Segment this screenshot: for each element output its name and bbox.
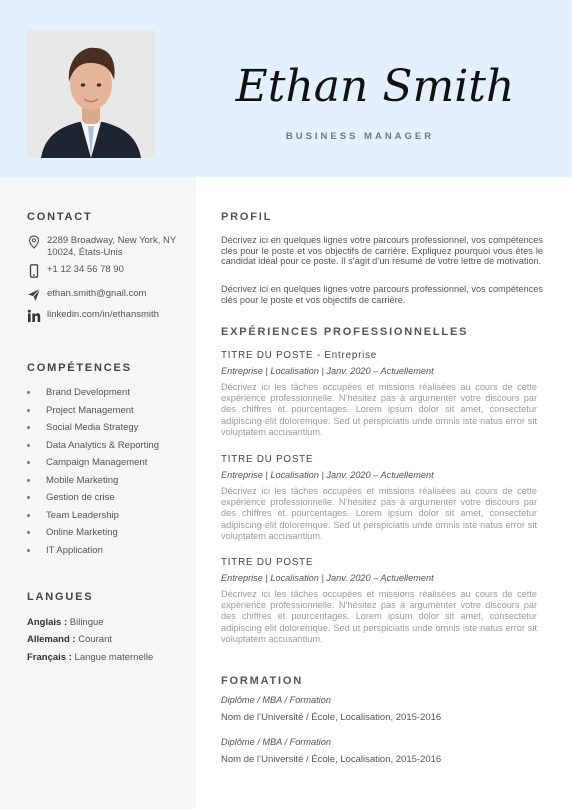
education-school: Nom de l’Université / École, Localisation, 2015-2016	[221, 712, 442, 723]
job-title: BUSINESS MANAGER	[285, 131, 435, 142]
list-item: Team Leadership	[27, 507, 159, 525]
experience-job-title: TITRE DU POSTE	[221, 454, 314, 465]
list-item: Campaign Management	[27, 454, 159, 472]
education-title: FORMATION	[221, 675, 303, 687]
experience-description: Décrivez ici les tâches occupées et missions réalisées au cours de cette expérience professionnelle. N’hésitez pas à argumenter votre discours par des chiffres et pourcentages. Lorem ipsum dolor sit amet, consectetur adipiscing elit doloremque. Sed ut perspiciatis unde omnis iste natus error sit voluptatem accusantium.	[221, 382, 537, 437]
profile-paragraph-1: Décrivez ici en quelques lignes votre parcours professionnel, vos compétences clés pour le poste et vos objectifs de carrière. Expliquez pourquoi vous êtes le candidat idéal pour ce poste. Il s’agit d’un résumé de votre lettre de motivation.	[221, 235, 543, 267]
contact-email[interactable]	[27, 288, 146, 302]
list-item: Social Media Strategy	[27, 419, 159, 437]
education-degree: Diplôme / MBA / Formation	[221, 695, 331, 705]
contact-title: CONTACT	[27, 211, 93, 223]
skills-list	[27, 384, 159, 559]
profile-photo	[27, 30, 155, 158]
list-item: Mobile Marketing	[27, 472, 159, 490]
education-degree: Diplôme / MBA / Formation	[221, 737, 331, 747]
list-item: Gestion de crise	[27, 489, 159, 507]
list-item: Project Management	[27, 402, 159, 420]
experience-job-title: TITRE DU POSTE	[221, 557, 314, 568]
candidate-name	[235, 46, 515, 126]
experience-title: EXPÉRIENCES PROFESSIONNELLES	[221, 326, 469, 338]
list-item: IT Application	[27, 542, 159, 560]
header-banner	[0, 0, 572, 177]
contact-address	[27, 235, 176, 258]
experience-description: Décrivez ici les tâches occupées et missions réalisées au cours de cette expérience professionnelle. N’hésitez pas à argumenter votre discours par des chiffres et pourcentages. Lorem ipsum dolor sit amet, consectetur adipiscing elit doloremque. Sed ut perspiciatis unde omnis iste natus error sit voluptatem accusantium.	[221, 486, 537, 541]
experience-description: Décrivez ici les tâches occupées et missions réalisées au cours de cette expérience professionnelle. N’hésitez pas à argumenter votre discours par des chiffres et pourcentages. Lorem ipsum dolor sit amet, consectetur adipiscing elit doloremque. Sed ut perspiciatis unde omnis iste natus error sit voluptatem accusantium.	[221, 589, 537, 644]
list-item: Data Analytics & Reporting	[27, 437, 159, 455]
address-line-2: 10024, États-Unis	[47, 246, 123, 258]
profile-paragraph-2: Décrivez ici en quelques lignes votre parcours professionnel, vos compétences clés pour le poste et vos objectifs de carrière.	[221, 284, 543, 305]
phone-icon	[27, 264, 41, 278]
experience-meta: Entreprise | Localisation | Janv. 2020 – Actuellement	[221, 366, 434, 376]
send-icon	[27, 288, 41, 302]
contact-linkedin[interactable]	[27, 309, 159, 323]
language-row: Français : Langue maternelle	[27, 652, 154, 663]
phone-text: +1 12 34 56 78 90	[47, 264, 124, 275]
education-school: Nom de l’Université / École, Localisation, 2015-2016	[221, 754, 442, 765]
contact-phone	[27, 264, 124, 278]
email-text[interactable]: ethan.smith@gnail.com	[47, 288, 147, 299]
experience-meta: Entreprise | Localisation | Janv. 2020 – Actuellement	[221, 573, 434, 583]
person-portrait-icon	[27, 30, 155, 158]
address-line-1: 2289 Broadway, New York, NY	[47, 235, 177, 246]
language-row: Anglais : Bilingue	[27, 617, 104, 628]
language-row: Allemand : Courant	[27, 634, 113, 645]
list-item: Brand Development	[27, 384, 159, 402]
experience-job-title: TITRE DU POSTE - Entreprise	[221, 350, 378, 361]
location-pin-icon	[27, 235, 41, 249]
linkedin-icon	[27, 309, 41, 323]
skills-title: COMPÉTENCES	[27, 362, 132, 374]
experience-meta: Entreprise | Localisation | Janv. 2020 – Actuellement	[221, 470, 434, 480]
name-signature: Ethan Smith	[235, 61, 515, 112]
languages-title: LANGUES	[27, 591, 94, 603]
linkedin-text[interactable]: linkedin.com/in/ethansmith	[47, 309, 159, 320]
profile-title: PROFIL	[221, 211, 273, 223]
list-item: Online Marketing	[27, 524, 159, 542]
